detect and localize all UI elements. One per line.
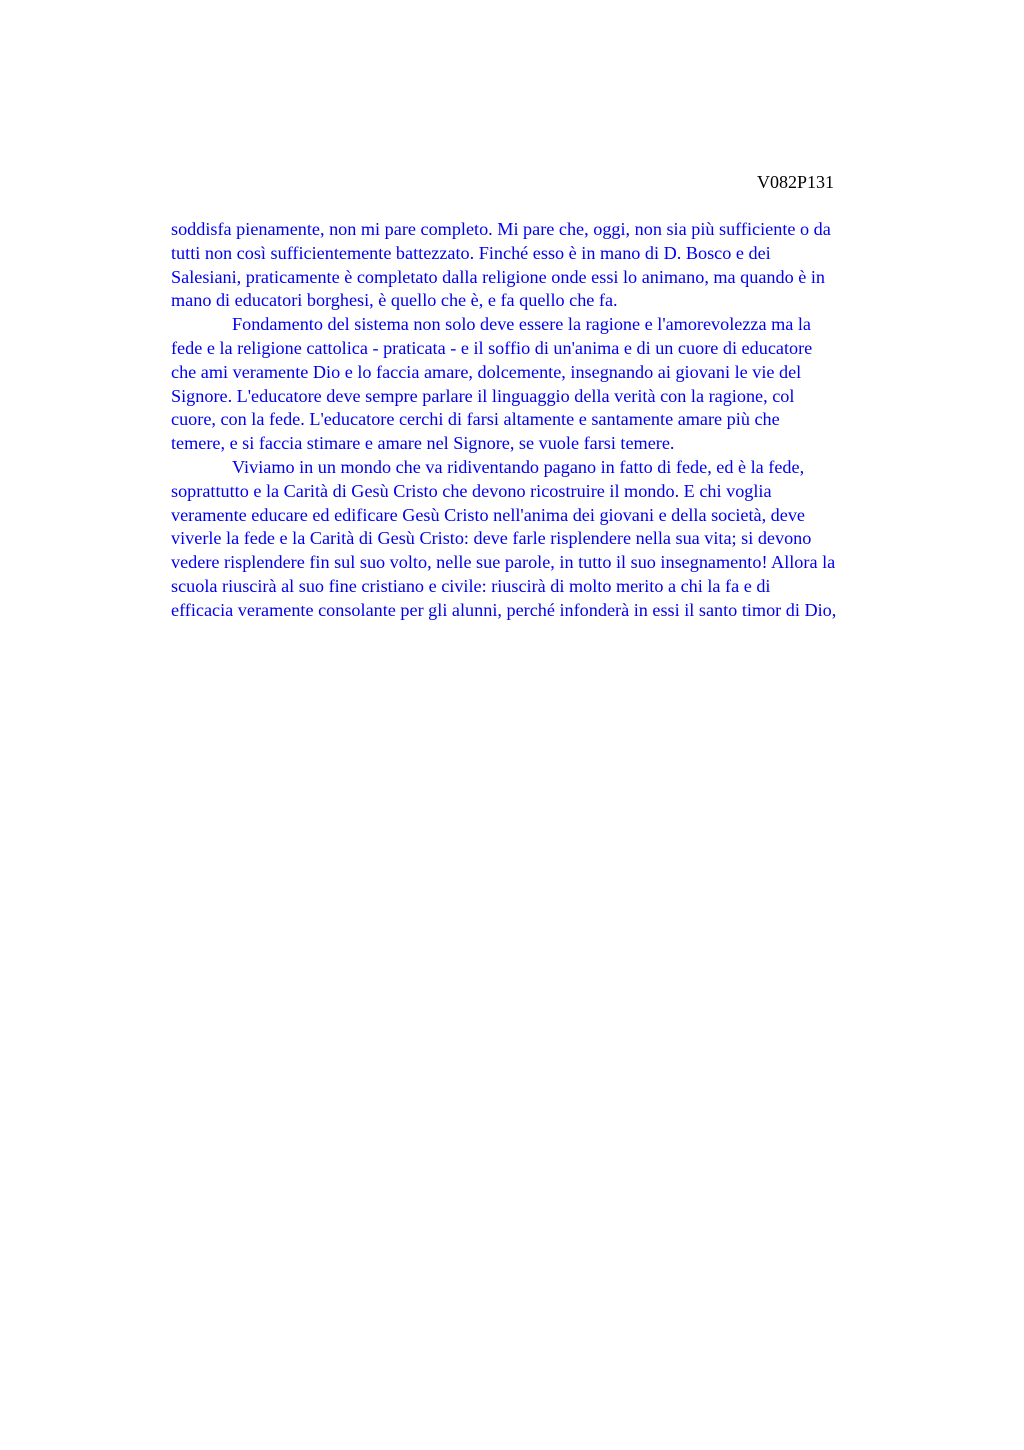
text-line: fede e la religione cattolica - praticata - e il soffio di un'anima e di un cuore di educatore xyxy=(171,337,813,358)
text-line: Salesiani, praticamente è completato dalla religione onde essi lo animano, ma quando è in xyxy=(171,266,826,287)
text-line: efficacia veramente consolante per gli alunni, perché infonderà in essi il santo timor di Dio, xyxy=(171,599,837,620)
text-line: viverle la fede e la Carità di Gesù Cristo: deve farle risplendere nella sua vita; si devono xyxy=(171,528,812,549)
text-line: mano di educatori borghesi, è quello che è, e fa quello che fa. xyxy=(171,290,618,311)
text-line: Signore. L'educatore deve sempre parlare il linguaggio della verità con la ragione, col xyxy=(171,385,795,406)
text-line: cuore, con la fede. L'educatore cerchi di farsi altamente e santamente amare più che xyxy=(171,409,780,430)
text-line: soprattutto e la Carità di Gesù Cristo che devono ricostruire il mondo. E chi voglia xyxy=(171,480,772,501)
text-line: Fondamento del sistema non solo deve essere la ragione e l'amorevolezza ma la xyxy=(232,314,812,335)
text-line: tutti non così sufficientemente battezzato. Finché esso è in mano di D. Bosco e dei xyxy=(171,242,771,263)
text-line: temere, e si faccia stimare e amare nel Signore, se vuole farsi temere. xyxy=(171,433,675,454)
body-text xyxy=(171,218,951,623)
text-line: soddisfa pienamente, non mi pare completo. Mi pare che, oggi, non sia più sufficiente o da xyxy=(171,219,831,239)
text-line: veramente educare ed edificare Gesù Cristo nell'anima dei giovani e della società, deve xyxy=(171,504,805,525)
text-line: vedere risplendere fin sul suo volto, nelle sue parole, in tutto il suo insegnamento! Allora la xyxy=(171,552,836,573)
text-line: che ami veramente Dio e lo faccia amare, dolcemente, insegnando ai giovani le vie del xyxy=(171,361,802,382)
page-code: V082P131 xyxy=(757,172,835,192)
text-line: scuola riuscirà al suo fine cristiano e civile: riuscirà di molto merito a chi la fa e di xyxy=(171,575,771,596)
text-line: Viviamo in un mondo che va ridiventando pagano in fatto di fede, ed è la fede, xyxy=(232,456,805,477)
